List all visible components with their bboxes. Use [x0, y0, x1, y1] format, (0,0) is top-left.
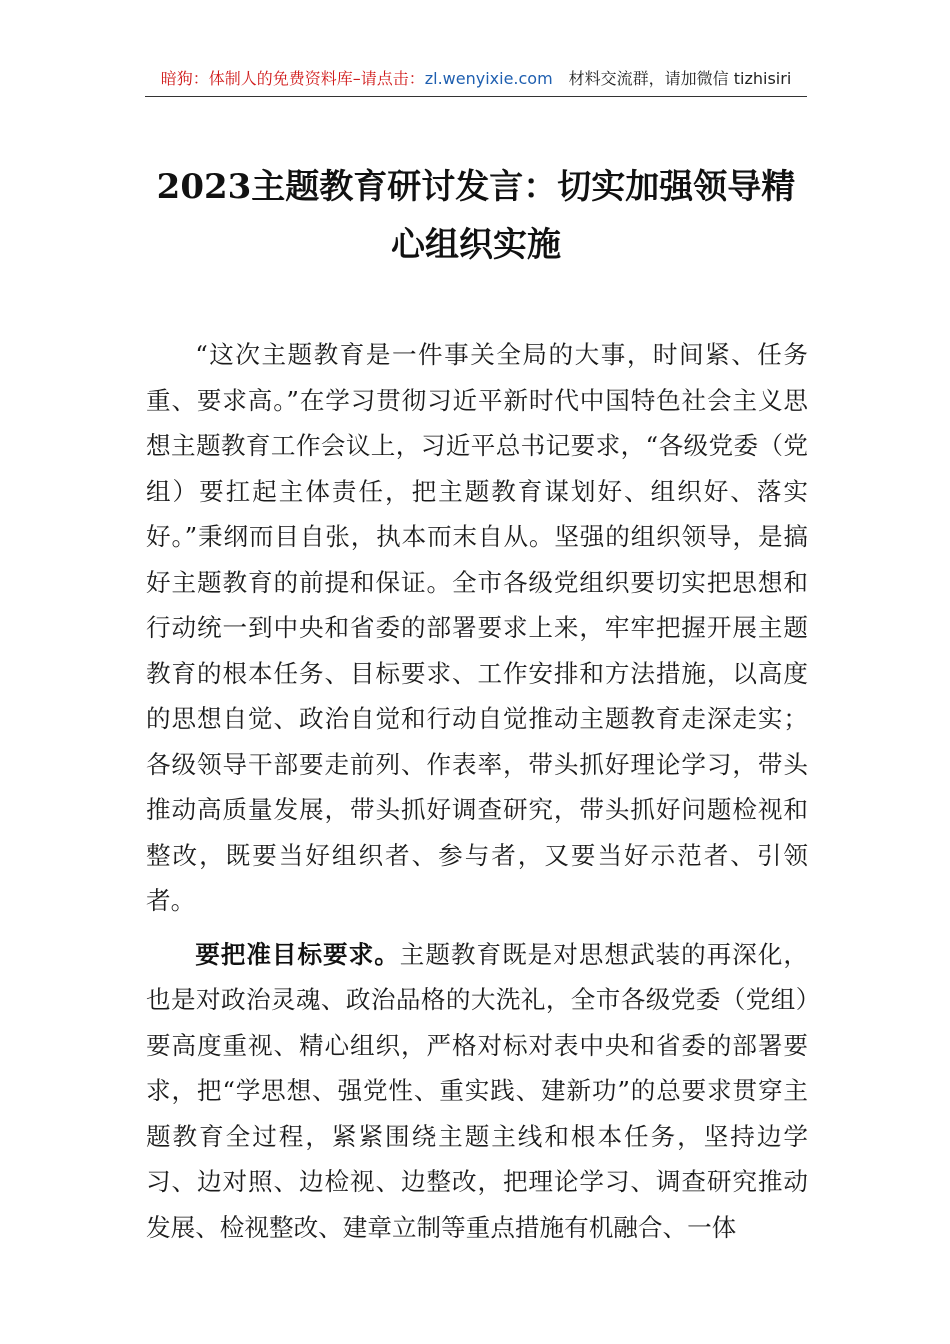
- body-paragraph-1: [146, 332, 808, 924]
- header-wechat-note: 材料交流群，请加微信 tizhisiri: [568, 69, 792, 88]
- header-site-name: 暗狗：体制人的免费资料库: [160, 69, 353, 88]
- page-header: [145, 62, 807, 97]
- title-line-2: 心组织实施: [391, 225, 561, 265]
- paragraph-2-text: 主题教育既是对思想武装的再深化，也是对政治灵魂、政治品格的大洗礼，全市各级党委（党组）要高度重视、精心组织，严格对标对表中央和省委的部署要求，把“学思想、强党性、重实践、建新功”的总要求贯穿主题教育全过程，紧紧围绕主题主线和根本任务，坚持边学习、边对照、边检视、边整改，把理论学习、调查研究推动发展、检视整改、建章立制等重点措施有机融合、一体: [146, 939, 808, 1242]
- body-paragraph-2: [146, 932, 808, 1251]
- title-line-1: 2023主题教育研讨发言：切实加强领导精: [156, 167, 796, 207]
- document-title: [145, 158, 807, 274]
- header-url-link[interactable]: zl.wenyixie.com: [424, 69, 553, 88]
- document-body: [146, 332, 808, 1258]
- paragraph-2-lead: 要把准目标要求。: [195, 939, 400, 969]
- paragraph-1-text: “这次主题教育是一件事关全局的大事，时间紧、任务重、要求高。”在学习贯彻习近平新时代中国特色社会主义思想主题教育工作会议上，习近平总书记要求，“各级党委（党组）要扛起主体责任，把主题教育谋划好、组织好、落实好。”秉纲而目自张，执本而末自从。坚强的组织领导，是搞好主题教育的前提和保证。全市各级党组织要切实把思想和行动统一到中央和省委的部署要求上来，牢牢把握开展主题教育的根本任务、目标要求、工作安排和方法措施，以高度的思想自觉、政治自觉和行动自觉推动主题教育走深走实；各级领导干部要走前列、作表率，带头抓好理论学习，带头推动高质量发展，带头抓好调查研究，带头抓好问题检视和整改，既要当好组织者、参与者，又要当好示范者、引领者。: [146, 340, 808, 915]
- header-click-prompt: –请点击：: [352, 69, 425, 88]
